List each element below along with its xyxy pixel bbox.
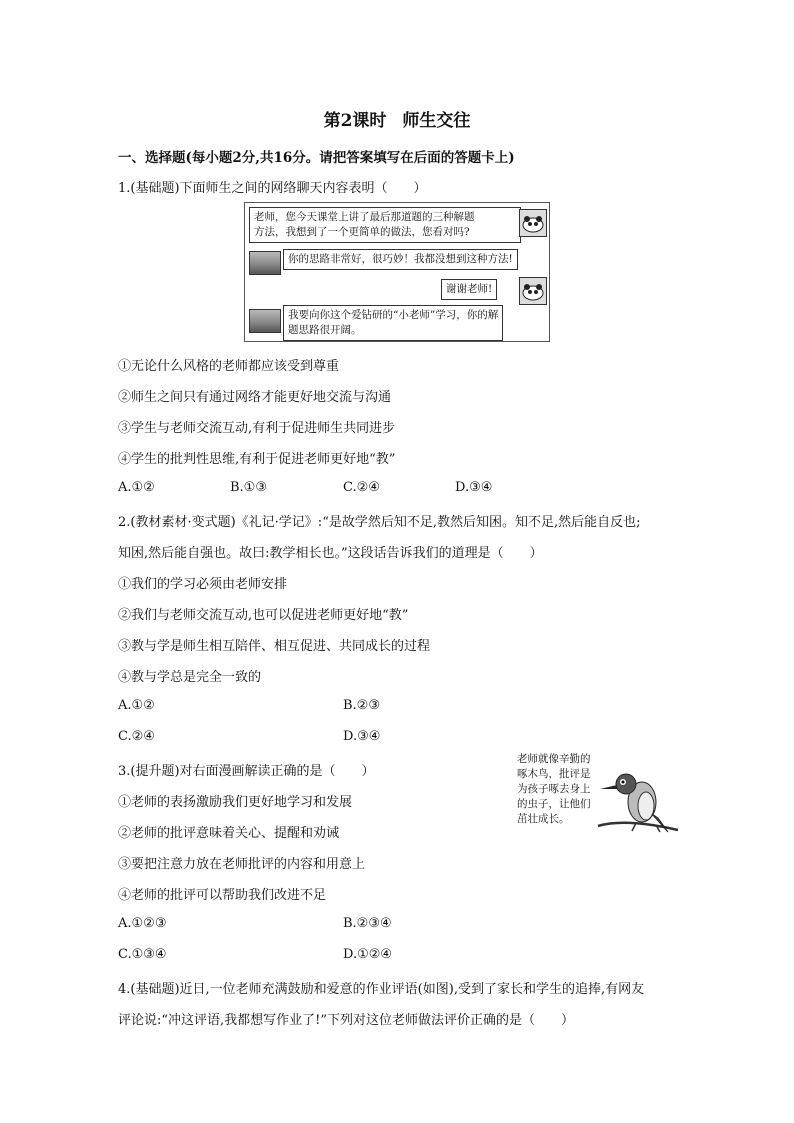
q2-option-c: C.②④ xyxy=(118,729,155,744)
caption-line: 的虫子，让他们 xyxy=(517,798,591,810)
chat-text: 谢谢老师! xyxy=(446,283,493,295)
chat-text: 你的思路非常好，很巧妙！我都没想到这种方法! xyxy=(288,253,513,265)
section-heading: 一、选择题(每小题2分,共16分。请把答案填写在后面的答题卡上) xyxy=(118,150,515,166)
chat-bubble-teacher-1 xyxy=(283,249,518,270)
teacher-photo-avatar-icon xyxy=(249,251,281,275)
q3-option-b: B.②③④ xyxy=(343,916,392,931)
caption-line: 老师就像辛勤的 xyxy=(517,753,591,765)
question-1-stem: 1.(基础题)下面师生之间的网络聊天内容表明（ ） xyxy=(118,181,427,196)
q2-item-4: ④教与学总是完全一致的 xyxy=(118,670,262,685)
q2-option-b: B.②③ xyxy=(343,698,380,713)
chat-bubble-student-1 xyxy=(249,207,521,243)
q3-option-a: A.①②③ xyxy=(118,916,167,931)
q3-item-2: ②老师的批评意味着关心、提醒和劝诫 xyxy=(118,826,340,841)
lesson-title: 师生交往 xyxy=(402,111,471,131)
q1-option-b: B.①③ xyxy=(230,480,267,495)
question-4-stem-line-2: 评论说:“冲这评语,我都想写作业了!”下列对这位老师做法评价正确的是（ ） xyxy=(118,1013,575,1028)
question-2-stem-line-1: 2.(教材素材·变式题)《礼记·学记》:“是故学然后知不足,教然后知困。知不足,然后能自反也; xyxy=(118,515,641,530)
q2-option-a: A.①② xyxy=(118,698,155,713)
q2-item-2: ②我们与老师交流互动,也可以促进老师更好地“教” xyxy=(118,608,409,623)
page-title xyxy=(0,106,794,131)
caption-line: 啄木鸟，批评是 xyxy=(517,768,591,780)
chat-illustration xyxy=(244,202,550,342)
chat-bubble-teacher-2 xyxy=(283,305,503,341)
question-4-stem-line-1: 4.(基础题)近日,一位老师充满鼓励和爱意的作业评语(如图),受到了家长和学生的追捧,有网友 xyxy=(118,982,645,997)
chat-text: 方法，我想到了一个更简单的做法，您看对吗? xyxy=(254,226,470,238)
chat-text: 老师，您今天课堂上讲了最后那道题的三种解题 xyxy=(254,211,475,223)
q1-item-3: ③学生与老师交流互动,有利于促进师生共同进步 xyxy=(118,421,396,436)
q1-item-2: ②师生之间只有通过网络才能更好地交流与沟通 xyxy=(118,390,392,405)
q2-option-d: D.③④ xyxy=(343,729,381,744)
chat-bubble-student-2 xyxy=(441,279,497,300)
panda-avatar-icon xyxy=(519,277,547,305)
caption-line: 茁壮成长。 xyxy=(517,813,570,825)
chat-text: 我要向你这个爱钻研的“小老师”学习，你的解 xyxy=(288,309,499,321)
q3-item-1: ①老师的表扬激励我们更好地学习和发展 xyxy=(118,795,353,810)
q2-item-3: ③教与学是师生相互陪伴、相互促进、共同成长的过程 xyxy=(118,639,431,654)
q3-option-d: D.①②④ xyxy=(343,947,393,962)
question-2-stem-line-2: 知困,然后能自强也。故曰:教学相长也。”这段话告诉我们的道理是（ ） xyxy=(118,546,543,561)
chat-text: 题思路很开阔。 xyxy=(288,324,362,336)
q1-option-a: A.①② xyxy=(118,480,155,495)
q3-item-3: ③要把注意力放在老师批评的内容和用意上 xyxy=(118,857,366,872)
q1-item-1: ①无论什么风格的老师都应该受到尊重 xyxy=(118,359,340,374)
q3-option-c: C.①③④ xyxy=(118,947,167,962)
lesson-number: 第2课时 xyxy=(323,111,387,131)
caption-line: 为孩子啄去身上 xyxy=(517,783,591,795)
q1-option-c: C.②④ xyxy=(343,480,380,495)
question-3-stem: 3.(提升题)对右面漫画解读正确的是（ ） xyxy=(118,764,375,779)
q3-item-4: ④老师的批评可以帮助我们改进不足 xyxy=(118,888,327,903)
teacher-photo-avatar-icon xyxy=(249,309,281,333)
q1-option-d: D.③④ xyxy=(455,480,493,495)
woodpecker-cartoon-icon xyxy=(596,770,680,840)
q2-item-1: ①我们的学习必须由老师安排 xyxy=(118,577,288,592)
panda-avatar-icon xyxy=(519,209,547,237)
q1-item-4: ④学生的批判性思维,有利于促进老师更好地“教” xyxy=(118,452,396,467)
